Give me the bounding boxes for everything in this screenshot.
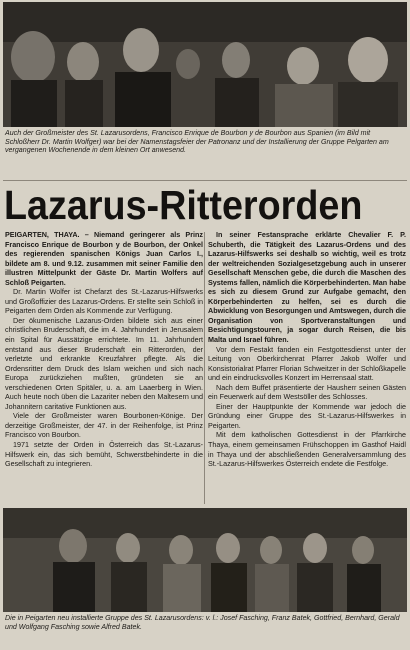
lead-text: – Niemand geringerer als Prinz Francisco Enrique de Bourbon y de Bourbon, der Onkel des regierenden spanischen Königs Juan Carlos I., bildete am 8. und 9.12. zusammen mit seiner Familie den illustren Mittelpunkt der Gäste Dr. Martin Wolfers auf Schloß Peigarten.: [5, 230, 204, 287]
bottom-photo-caption: Die in Peigarten neu installierte Gruppe des St. Lazarusordens: v. l.: Josef Fasching, Franz Batek, Gottfried, Bernhard, Gerald und Wolfgang Fasching sowie Alfred Batek.: [5, 614, 400, 631]
right-paragraph: Mit dem katholischen Gottesdienst in der Pfarrkirche Thaya, einem gemeinsamen Frühschoppen im Gasthof Haidl in Thaya und der abschließenden Generalversammlung des St.-Lazarus-Hilfswerkes Österreich endete die Festfolge.: [208, 430, 406, 469]
photo-grand-master: [3, 2, 407, 127]
left-column: [5, 230, 203, 469]
photo-new-group: [3, 508, 407, 612]
dateline: PEIGARTEN, THAYA.: [5, 230, 80, 239]
photo-grand-master-image: [3, 2, 407, 127]
left-paragraph: 1971 setzte der Orden in Österreich das St.-Lazarus-Hilfswerk ein, das sich bemüht, Schwerstbehinderte in die Gesellschaft zu integrieren.: [5, 440, 203, 469]
caption-rule: [3, 180, 407, 181]
right-paragraph: Nach dem Buffet präsentierte der Hausherr seinen Gästen ein Feuerwerk auf dem Westsöller des Schlosses.: [208, 382, 406, 402]
right-column: [208, 230, 406, 469]
right-lead-paragraph: In seiner Festansprache erklärte Chevalier F. P. Schuberth, die Tätigkeit des Lazarus-Ordens und des Lazarus-Hilfswerks sei deshalb so wichtig, weil es trotz der weltreichenden Sozialgesetzgebung auch in unserer Gesellschaft Menschen gebe, die durch die Maschen des Systems fallen, nämlich die Körperbehinderten. Man habe es sich zu diesem Grund zur Aufgabe gemacht, den Körperbehinderten zu helfen, sei es durch die Abwicklung von Besorgungen und Amtswegen, durch die Organisation von Sportveranstaltungen und Besichtigungstouren, ja sogar durch Reisen, die bis Malta und Israel führen.: [208, 230, 406, 345]
photo-new-group-image: [3, 508, 407, 612]
column-divider: [204, 232, 205, 504]
top-photo-caption: Auch der Großmeister des St. Lazarusordens, Francisco Enrique de Bourbon y de Bourbon aus Spanien (im Bild mit Schloßherr Dr. Martin Wolfger) war bei der Namenstagsfeier der Patronanz und der Installierung der Gruppe Pelgarten am vergangenen Wochenende in dem kleinen Ort anwesend.: [5, 129, 389, 155]
right-paragraph: Vor dem Festakt fanden ein Festgottesdienst unter der Leitung von Oberkirchenrat Pfarrer Jakob Wolfer und Konsistorialrat Pfarrer Florian Schweitzer in der Schloßkapelle und ein eindrucksvolles Konzert im Herrensaal statt.: [208, 344, 406, 383]
right-paragraph: Einer der Hauptpunkte der Kommende war jedoch die Gründung einer Gruppe des St.-Lazarus-Hilfswerkes in Peigarten.: [208, 401, 406, 430]
lead-paragraph: [5, 230, 203, 287]
article-headline: Lazarus-Ritterorden: [4, 182, 363, 228]
left-paragraph: Viele der Großmeister waren Bourbonen-Könige. Der derzeitige Großmeister, der 47. in der Reihenfolge, ist Prinz Francisco von Bourbon.: [5, 411, 203, 440]
left-paragraph: Der ökumenische Lazarus-Orden bildete sich aus einer christlichen Bruderschaft, die im 4. Jahrhundert in Jerusalem ein Spital für Aussätzige errichtete. Im 11. Jahrhundert entstand aus dieser Bruderschaft ein Ritterorden, der verletzte und erkrankte Kreuzfahrer pflegte. Als die Ordensritter dem Druck des Islam weichen und sich nach Europa zurückziehen mußten, gründeten sie an verschiedenen Orten Spitäler, u. a. am Laaerberg in Wien. Auch heute noch üben die Lazariter neben den Maltesern und Johannitern caritative Funktionen aus.: [5, 315, 203, 411]
left-paragraph: Dr. Martin Wolfer ist Chefarzt des St.-Lazarus-Hilfswerks und Großoffizier des Lazarus-Ordens. Er stellte sein Schloß in Peigarten dem Orden als Kommende zur Verfügung.: [5, 287, 203, 316]
